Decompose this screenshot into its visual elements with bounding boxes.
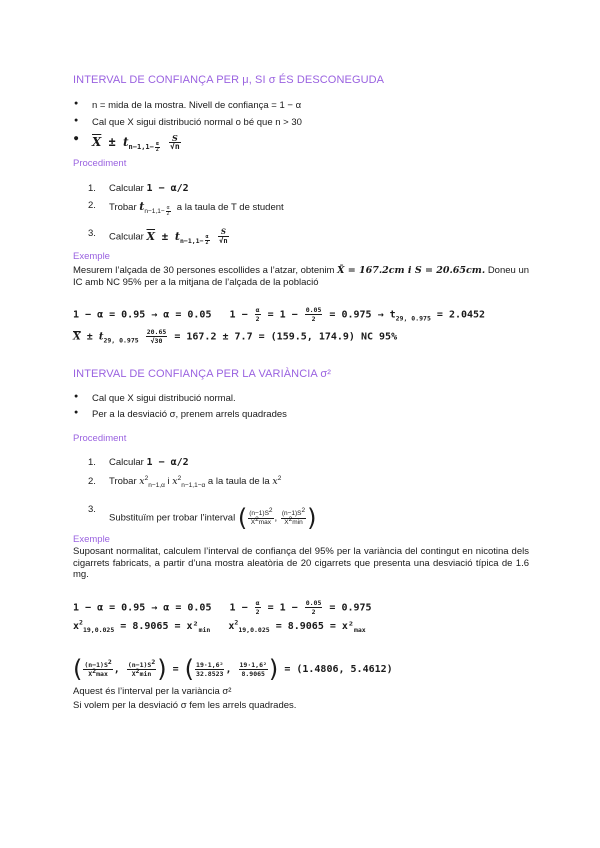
bullet-normal-condition: ● Cal que X sigui distribució normal o bé que n > 30 xyxy=(92,117,302,128)
section2-title: INTERVAL DE CONFIANÇA PER LA VARIÀNCIA σ² xyxy=(73,368,332,380)
bullet-normal-distribution: ● Cal que X sigui distribució normal. xyxy=(92,393,236,404)
example-heading-1: Exemple xyxy=(73,251,110,262)
procedure-heading-1: Procediment xyxy=(73,158,127,169)
calc-line-5: ( $\frac{(n-1)S^2}{X^2\max}$ , $\frac{(n-1)S^2}{X^2\min}$ ) = ( $\frac{\text{19·1,6²}}{32.8523}$ , $\frac{\text{19·1,6²}}{8.9065}$ ) = (1.4806, 5.4612) xyxy=(73,655,393,683)
example-text-1: Mesurem l’alçada de 30 persones escollides a l’atzar, obtenim X̄ = 167.2cm i S = 20.65cm. Doneu un IC amb NC 95% per a la mitjana de l’alçada de la població xyxy=(73,265,530,288)
step-1-1-text: Calcular 1 − α/2 xyxy=(109,183,189,194)
bullet-sample-size: ● n = mida de la mostra. Nivell de confiança = 1 − α xyxy=(92,100,301,111)
calc-line-3: 1 − α = 0.95 → α = 0.05 1 − $\frac{\alpha}{2}$ = 1 − $\frac{0.05}{2}$ = 0.975 xyxy=(73,599,372,616)
example-text-2: Suposant normalitat, calculem l’interval de confiança del 95% per la variància del contingut en nicotina dels cigarrets fabricats, a partir d’una mostra aleatòria de 20 cigarrets que presenta una desviació típica de 1.6 mg. xyxy=(73,546,529,580)
conclusion-std-dev: Si volem per la desviació σ fem les arrels quadrades. xyxy=(73,700,297,711)
calc-line-1: 1 − α = 0.95 → α = 0.05 1 − $\frac{\alpha}{2}$ = 1 − $\frac{0.05}{2}$ = $0.975 \to t_{29, 0.975} = 2.0452$ xyxy=(73,306,486,323)
conclusion-variance: Aquest és l’interval per la variància σ² xyxy=(73,686,232,697)
bullet-std-dev: ● Per a la desviació σ, prenem arrels quadrades xyxy=(92,409,287,420)
procedure-heading-2: Procediment xyxy=(73,433,127,444)
bullet-formula: ● $\overline{X} \pm t_{n-1,1- \frac{\alpha}{2}}$ $\frac{S}{√n}$ xyxy=(92,134,182,153)
calc-line-2: $\overline{X} \pm t_{29, 0.975}$ $\frac{20.65}{√30}$ = 167.2 ± 7.7 = (159.5, 174.9) NC 95% xyxy=(73,328,398,345)
document-page: INTERVAL DE CONFIANÇA PER μ, SI σ ÉS DESCONEGUDA ● n = mida de la mostra. Nivell de confiança = 1 − α ● Cal que X sigui distribució normal o bé que n > 30 ● $\overline{X} \pm t_{n-1,1- \frac{\alpha}{2}}$ $\frac{S}{√n}$ Procediment 1. Calcular 1 − α/2 2. Trobar $t_{n-1,1- \frac{\alpha}{2}}$ a la taula de T de student 3. Calcular $\overline{X} \pm t_{n-1,1- \frac{\alpha}{2}}$ $\frac{S}{√n}$ Exemple Mesurem l’alçada de 30 persones escollides a l’atzar, obtenim X̄ = 167.2cm i S = 20.65cm. Doneu un IC amb NC 95% per a la mitjana de l’alçada de la població 1 − α = 0.95 → α = 0.05 1 − $\frac{\alpha}{2}$ = 1 − $\frac{0.05}{2}$ = $0.975 \to t_{29, 0.975} = 2.0452$ $\overline{X} \pm t_{29, 0.975}$ $\frac{20.65}{√30}$ = 167.2 ± 7.7 = (159.5, 174.9) NC 95% INTERVAL DE CONFIANÇA PER LA VARIÀNCIA σ² ● Cal que X sigui distribució normal. ● Per a la desviació σ, prenem arrels quadrades Procediment 1. Calcular 1 − α/2 2. Trobar $x^2_{n-1,\alpha}$ i $x^2_{n-1,1-\alpha}$ a la taula de la $x^2$ 3. Substituïm per trobar l’interval ( $\frac{(n-1)S^2}{X^2\max}$ , $\frac{(n-1)S^2}{X^2\min}$ ) Exemple Suposant normalitat, calculem l’interval de confiança del 95% per la variància del contingut en nicotina dels cigarrets fabricats, a partir d’una mostra aleatòria de 20 cigarrets que presenta una desviació típica de 1.6 mg. 1 − α = 0.95 → α = 0.05 1 − $\frac{\alpha}{2}$ = 1 − $\frac{0.05}{2}$ = 0.975 $x^2_{19,0.025} = 8.9065 = x^2_{min}$ $x^2_{19,0.025} = 8.9065 = x^2_{max}$ ( $\frac{(n-1)S^2}{X^2\max}$ , $\frac{(n-1)S^2}{X^2\min}$ ) = ( $\frac{\text{19·1,6²}}{32.8523}$ , $\frac{\text{19·1,6²}}{8.9065}$ ) = (1.4806, 5.4612) Aquest és l’interval per la variància σ² Si volem per la desviació σ fem les arrels quadrades. xyxy=(0,0,600,848)
example-heading-2: Exemple xyxy=(73,534,110,545)
calc-line-4: $x^2_{19,0.025} = 8.9065 = x^2_{min}$ $x^2_{19,0.025} = 8.9065 = x^2_{max}$ xyxy=(73,618,366,634)
section1-title: INTERVAL DE CONFIANÇA PER μ, SI σ ÉS DESCONEGUDA xyxy=(73,74,385,86)
